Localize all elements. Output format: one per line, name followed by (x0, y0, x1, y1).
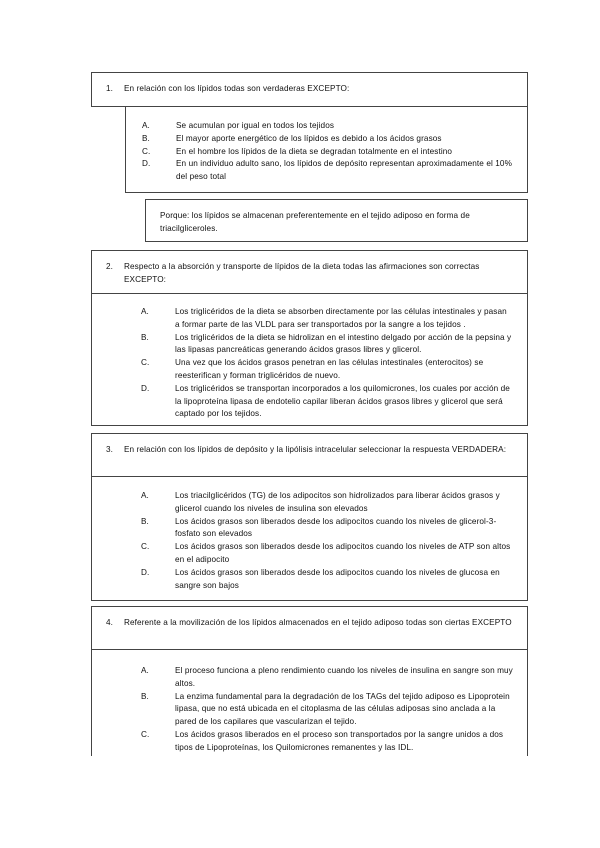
option-d[interactable]: D. Los triglicéridos se transportan incorporados a los quilomicrones, los cuales por acción de la lipoproteína lipasa de endotelio capilar liberan ácidos grasos libres y glicerol que será captado por los tejidos. (141, 383, 510, 419)
explanation-text: Porque: los lípidos se almacenan preferentemente en el tejido adiposo en forma de triacilgliceroles. (160, 211, 470, 233)
question-number: 1. (106, 84, 114, 93)
option-a[interactable]: A. El proceso funciona a pleno rendimiento cuando los niveles de insulina en sangre son muy altos. (141, 666, 513, 688)
option-a[interactable]: A. Los triacilglicéridos (TG) de los adipocitos son hidrolizados para liberar ácidos grasos y glicerol cuando los niveles de insulina son elevados (141, 491, 500, 513)
question-1-options (125, 107, 528, 193)
option-d[interactable]: D. En un individuo adulto sano, los lípidos de depósito representan aproximadamente el 10% del peso total (142, 159, 512, 182)
question-number: 3. (106, 445, 114, 454)
option-b[interactable]: B. Los ácidos grasos son liberados desde los adipocitos cuando los niveles de glicerol-3-fosfato son elevados (141, 516, 497, 539)
option-a[interactable]: A. Los triglicéridos de la dieta se absorben directamente por las células intestinales y pasan a formar parte de las VLDL para ser transportados por la sangre a los tejidos . (141, 307, 507, 329)
question-number: 4. (106, 618, 114, 627)
question-3-options (91, 477, 528, 601)
question-1-box (91, 72, 528, 107)
option-d[interactable]: D. Los ácidos grasos son liberados desde los adipocitos cuando los niveles de glucosa en sangre son bajos (141, 567, 500, 590)
question-text: En relación con los lípidos de depósito y la lipólisis intracelular seleccionar la respuesta VERDADERA: (124, 445, 507, 454)
question-text: Respecto a la absorción y transporte de lípidos de la dieta todas las afirmaciones son correctas EXCEPTO: (124, 262, 480, 284)
option-a[interactable]: A. Se acumulan por igual en todos los tejidos (142, 121, 335, 130)
question-text: Referente a la movilización de los lípidos almacenados en el tejido adiposo todas son ciertas EXCEPTO (124, 618, 512, 627)
option-b[interactable]: B. La enzima fundamental para la degradación de los TAGs del tejido adiposo es Lipoprotein lipasa, que no está ubicada en el citoplasma de las células adiposas sino anclada a la pared de los capilares que vascularizan el tejido. (141, 691, 510, 727)
question-4-box (91, 606, 528, 650)
question-4-options (91, 650, 528, 756)
question-2-box (91, 250, 528, 294)
question-3-box (91, 433, 528, 477)
option-b[interactable]: B. Los triglicéridos de la dieta se hidrolizan en el intestino delgado por acción de la pepsina y las lipasas pancreáticas generando ácidos grasos libres y glicerol. (141, 332, 512, 355)
question-text: En relación con los lípidos todas son verdaderas EXCEPTO: (124, 84, 350, 93)
option-c[interactable]: C. En el hombre los lípidos de la dieta se degradan totalmente en el intestino (142, 146, 453, 156)
question-number: 2. (106, 262, 114, 271)
question-2-options (91, 294, 528, 426)
option-c[interactable]: C. Los ácidos grasos son liberados desde los adipocitos cuando los niveles de ATP son altos en el adipocito (141, 542, 511, 564)
option-b[interactable]: B. El mayor aporte energético de los lípidos es debido a los ácidos grasos (142, 133, 442, 143)
option-c[interactable]: C. Una vez que los ácidos grasos penetran en las células intestinales (enterocitos) se reesterifican y forman triglicéridos de nuevo. (141, 358, 484, 380)
question-1-explanation (145, 199, 528, 242)
option-c[interactable]: C. Los ácidos grasos liberados en el proceso son transportados por la sangre unidos a dos tipos de Lipoproteínas, los Quilomicrones remanentes y las IDL. (141, 729, 504, 752)
